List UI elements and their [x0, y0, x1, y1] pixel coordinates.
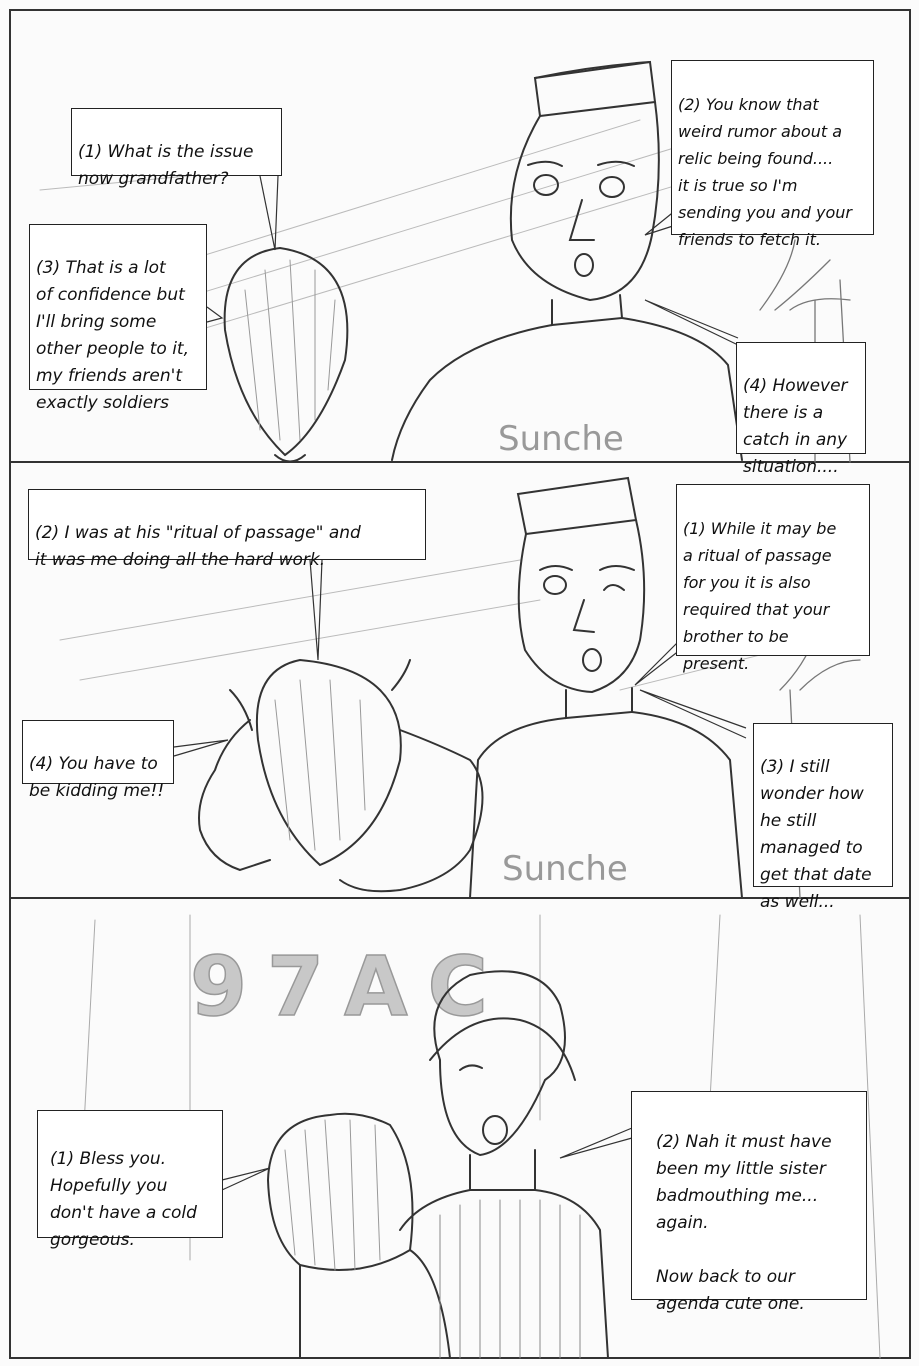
speech-bubble-p2-4: [22, 720, 174, 801]
speech-text: (2) Nah it must have been my little sister badmouthing me... again. Now back to our agenda cute one.: [656, 1132, 832, 1314]
grandfather-head: [511, 102, 659, 300]
boy-head-back: [225, 248, 348, 455]
svg-text:97AC: 97AC: [190, 940, 508, 1035]
grandfather-hat: [535, 62, 655, 116]
svg-text:Sunche: Sunche: [502, 849, 628, 889]
speech-bubble-p3-2: [631, 1091, 867, 1314]
speech-bubble-p2-2: [28, 489, 426, 570]
speech-text: (1) While it may be a ritual of passage for you it is also required that your brother to be present.: [683, 519, 837, 673]
speech-text: (1) Bless you. Hopefully you don't have a cold gorgeous.: [50, 1149, 197, 1250]
speech-bubble-p1-3: [29, 224, 207, 413]
girl-head-back: [268, 1114, 413, 1270]
speech-bubble-p3-1: [37, 1110, 223, 1250]
speech-bubble-p1-1: [71, 108, 282, 189]
grandfather-hat-2: [518, 478, 636, 534]
speech-text: (3) That is a lot of confidence but I'll bring some other people to it, my friends aren't exactly soldiers: [36, 258, 189, 413]
boy-head-2: [257, 660, 401, 865]
speech-bubble-p2-3: [753, 723, 893, 912]
speech-text: (4) You have to be kidding me!!: [29, 754, 165, 801]
speech-text: (4) However there is a catch in any situation....: [743, 376, 848, 477]
speech-bubble-p1-2: [671, 60, 874, 249]
speech-bubble-p2-1: [676, 484, 870, 673]
speech-bubble-p1-4: [736, 342, 866, 477]
speech-text: (2) I was at his "ritual of passage" and it was me doing all the hard work.: [35, 523, 361, 570]
speech-text: (1) What is the issue now grandfather?: [78, 142, 254, 189]
speech-text: (3) I still wonder how he still managed to get that date as well...: [760, 757, 872, 912]
speech-text: (2) You know that weird rumor about a relic being found.... it is true so I'm sending you and your friends to fetch it.: [678, 95, 852, 249]
svg-text:Sunche: Sunche: [498, 419, 624, 459]
